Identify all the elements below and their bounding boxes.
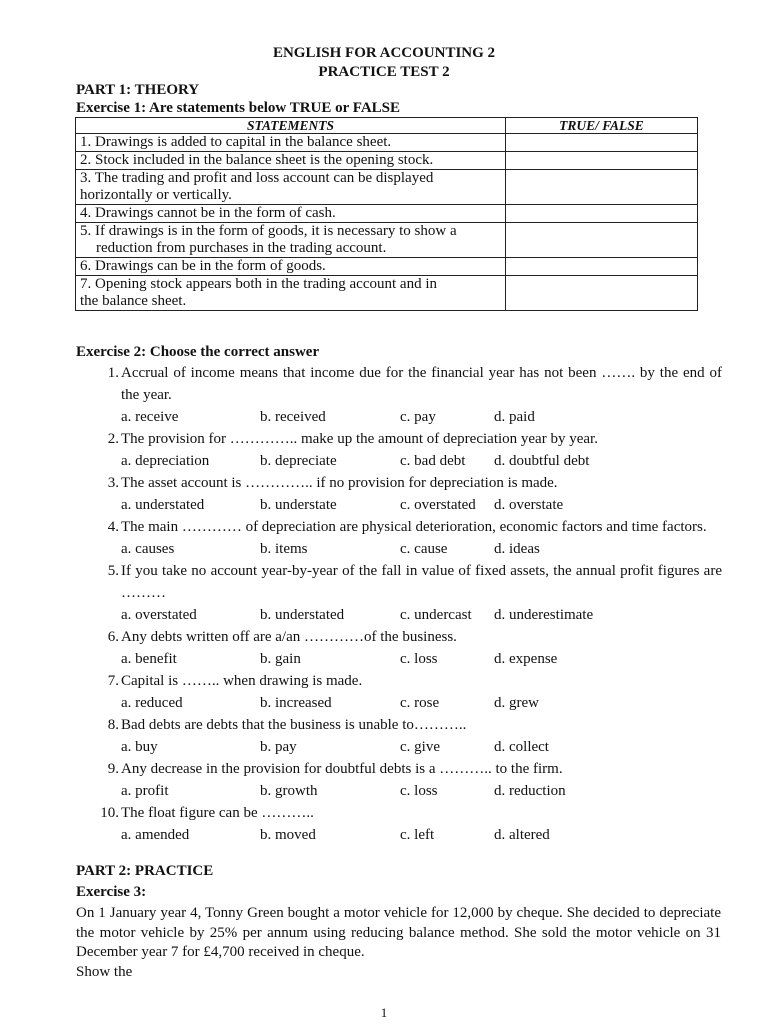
table-row [76, 276, 698, 311]
question-number: 7. [107, 673, 119, 689]
statement-text: 7. Opening stock appears both in the trading account and in [80, 276, 437, 292]
exercise2-heading: Exercise 2: Choose the correct answer [76, 344, 320, 360]
exercise3-text: On 1 January year 4, Tonny Green bought a motor vehicle for 12,000 by cheque. She decided to depreciate the motor vehicle by 25% per annum using reducing balance method. She sold the motor vehicle on 31 December year 7 for £4,700 received in cheque. [76, 905, 721, 960]
question-text: The main ………… of depreciation are physical deterioration, economic factors and time factors. [121, 519, 707, 535]
answer-cell[interactable] [505, 258, 697, 276]
option-b[interactable]: b. received [260, 409, 326, 425]
table-row [76, 170, 698, 205]
option-c[interactable]: c. bad debt [400, 453, 466, 469]
answer-cell[interactable] [505, 134, 697, 152]
option-c[interactable]: c. cause [400, 541, 448, 557]
option-a[interactable]: a. reduced [121, 695, 183, 711]
option-b[interactable]: b. increased [260, 695, 332, 711]
option-a[interactable]: a. profit [121, 783, 169, 799]
answer-cell[interactable] [505, 152, 697, 170]
option-c[interactable]: c. rose [400, 695, 440, 711]
question-number: 3. [107, 475, 119, 491]
answer-cell[interactable] [505, 170, 697, 205]
statement-cell [76, 223, 506, 258]
question-text: The asset account is ………….. if no provision for depreciation is made. [121, 475, 558, 491]
table-header-row [76, 118, 698, 134]
statement-text: 2. Stock included in the balance sheet is the opening stock. [80, 152, 434, 168]
statement-text-cont: horizontally or vertically. [80, 187, 232, 203]
statement-cell [76, 205, 506, 223]
question-text: Accrual of income means that income due for the financial year has not been ……. by the end of the year. [121, 365, 722, 403]
question-number: 10. [100, 805, 119, 821]
question-text: If you take no account year-by-year of the fall in value of fixed assets, the annual profit figures are ……… [121, 563, 722, 601]
document-subtitle: PRACTICE TEST 2 [318, 64, 450, 80]
answer-options [121, 450, 722, 472]
option-d[interactable]: d. grew [494, 695, 539, 711]
option-a[interactable]: a. understated [121, 497, 205, 513]
question-number: 2. [107, 431, 119, 447]
option-a[interactable]: a. causes [121, 541, 175, 557]
statement-text: 3. The trading and profit and loss account can be displayed [80, 170, 434, 186]
option-a[interactable]: a. receive [121, 409, 179, 425]
question-number: 1. [107, 365, 119, 381]
question-item [97, 516, 722, 560]
exercise3-paragraph [76, 904, 721, 982]
answer-options [121, 538, 722, 560]
option-c[interactable]: c. loss [400, 783, 438, 799]
table-row [76, 258, 698, 276]
statement-text-cont: the balance sheet. [80, 293, 187, 309]
statement-text-cont: reduction from purchases in the trading account. [96, 240, 387, 256]
question-item [97, 802, 722, 846]
statement-text: 5. If drawings is in the form of goods, it is necessary to show a [80, 223, 457, 239]
question-item [97, 714, 722, 758]
answer-cell[interactable] [505, 223, 697, 258]
option-a[interactable]: a. depreciation [121, 453, 210, 469]
question-number: 9. [107, 761, 119, 777]
question-text: The float figure can be ……….. [121, 805, 314, 821]
option-c[interactable]: c. loss [400, 651, 438, 667]
question-item [97, 428, 722, 472]
table-row [76, 152, 698, 170]
question-number: 8. [107, 717, 119, 733]
answer-options [121, 406, 722, 428]
option-b[interactable]: b. moved [260, 827, 316, 843]
true-false-table [75, 117, 698, 311]
option-c[interactable]: c. overstated [400, 497, 476, 513]
question-number: 4. [107, 519, 119, 535]
option-c[interactable]: c. give [400, 739, 440, 755]
statement-cell [76, 276, 506, 311]
question-item [97, 670, 722, 714]
option-b[interactable]: b. growth [260, 783, 318, 799]
question-item [97, 362, 722, 428]
question-text: The provision for ………….. make up the amount of depreciation year by year. [121, 431, 598, 447]
question-item [97, 560, 722, 626]
question-item [97, 758, 722, 802]
option-d[interactable]: d. paid [494, 409, 535, 425]
statement-text: 1. Drawings is added to capital in the balance sheet. [80, 134, 392, 150]
option-d[interactable]: d. altered [494, 827, 550, 843]
question-item [97, 626, 722, 670]
option-a[interactable]: a. buy [121, 739, 158, 755]
question-text: Bad debts are debts that the business is unable to……….. [121, 717, 467, 733]
statement-text: 4. Drawings cannot be in the form of cash. [80, 205, 336, 221]
answer-cell[interactable] [505, 276, 697, 311]
question-item [97, 472, 722, 516]
answer-options [121, 494, 722, 516]
page-number: 1 [380, 1005, 388, 1020]
part2-heading: PART 2: PRACTICE [76, 863, 214, 879]
option-a[interactable]: a. overstated [121, 607, 197, 623]
true-false-header: TRUE/ FALSE [505, 118, 697, 134]
table-row [76, 223, 698, 258]
question-list [97, 362, 722, 846]
answer-cell[interactable] [505, 205, 697, 223]
option-a[interactable]: a. benefit [121, 651, 177, 667]
option-d[interactable]: d. collect [494, 739, 549, 755]
option-b[interactable]: b. items [260, 541, 308, 557]
option-a[interactable]: a. amended [121, 827, 190, 843]
option-b[interactable]: b. pay [260, 739, 297, 755]
statement-cell [76, 258, 506, 276]
option-c[interactable]: c. undercast [400, 607, 472, 623]
statement-cell [76, 134, 506, 152]
option-d[interactable]: d. underestimate [494, 607, 594, 623]
option-c[interactable]: c. left [400, 827, 435, 843]
option-d[interactable]: d. overstate [494, 497, 564, 513]
question-number: 6. [107, 629, 119, 645]
answer-options [121, 648, 722, 670]
table-row [76, 134, 698, 152]
table-row [76, 205, 698, 223]
answer-options [121, 736, 722, 758]
answer-options [121, 604, 722, 626]
statement-cell [76, 152, 506, 170]
exercise1-heading: Exercise 1: Are statements below TRUE or FALSE [76, 100, 401, 116]
option-b[interactable]: b. gain [260, 651, 301, 667]
option-b[interactable]: b. understated [260, 607, 345, 623]
option-d[interactable]: d. ideas [494, 541, 540, 557]
answer-options [121, 824, 722, 846]
question-text: Any decrease in the provision for doubtful debts is a ……….. to the firm. [121, 761, 563, 777]
question-text: Capital is …….. when drawing is made. [121, 673, 363, 689]
exercise3-show-text: Show the [76, 963, 133, 980]
option-b[interactable]: b. understate [260, 497, 337, 513]
option-d[interactable]: d. reduction [494, 783, 566, 799]
question-number: 5. [107, 563, 119, 579]
question-text: Any debts written off are a/an …………of the business. [121, 629, 457, 645]
option-b[interactable]: b. depreciate [260, 453, 337, 469]
answer-options [121, 692, 722, 714]
statement-text: 6. Drawings can be in the form of goods. [80, 258, 326, 274]
option-d[interactable]: d. doubtful debt [494, 453, 590, 469]
document-title: ENGLISH FOR ACCOUNTING 2 [272, 45, 496, 61]
statements-header: STATEMENTS [76, 118, 506, 134]
option-d[interactable]: d. expense [494, 651, 558, 667]
answer-options [121, 780, 722, 802]
option-c[interactable]: c. pay [400, 409, 436, 425]
part1-heading: PART 1: THEORY [76, 82, 200, 98]
statement-cell [76, 170, 506, 205]
exercise3-heading: Exercise 3: [76, 884, 147, 900]
